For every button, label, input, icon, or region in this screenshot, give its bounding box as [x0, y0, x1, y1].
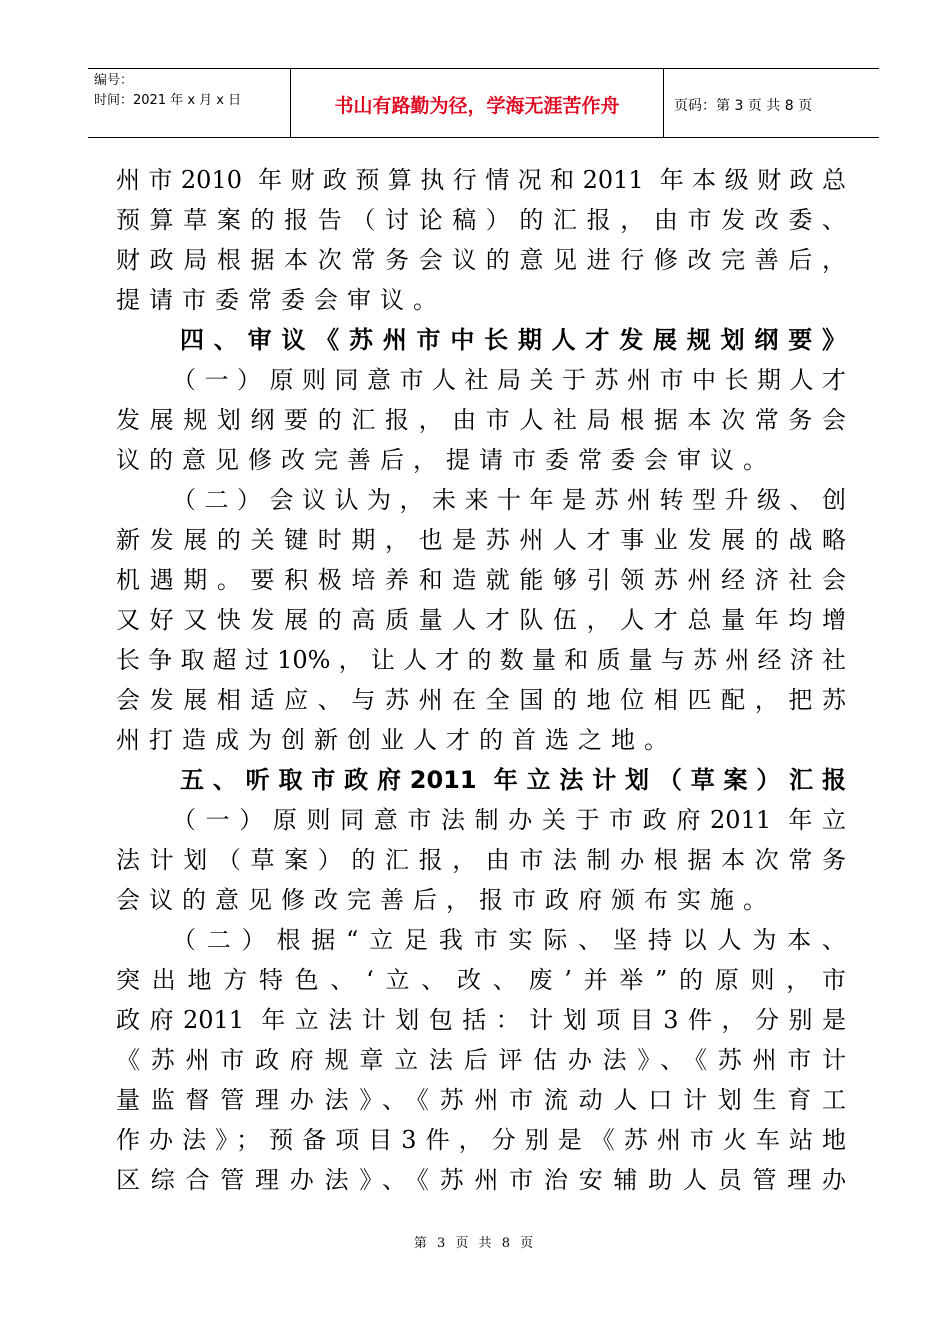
body-line: 又好又快发展的高质量人才队伍，人才总量年均增: [116, 606, 846, 634]
body-line: 区综合管理办法》、《苏州市治安辅助人员管理办: [116, 1166, 846, 1194]
body-line: （二）会议认为，未来十年是苏州转型升级、创: [172, 486, 846, 514]
body-line: 量监督管理办法》、《苏州市流动人口计划生育工: [116, 1086, 846, 1114]
body-line: （一）原则同意市法制办关于市政府2011 年立: [172, 806, 846, 834]
body-line: 机遇期。要积极培养和造就能够引领苏州经济社会: [116, 566, 846, 594]
section-heading: 五、听取市政府2011 年立法计划（草案）汇报: [180, 766, 846, 794]
body-line: 《苏州市政府规章立法后评估办法》、《苏州市计: [116, 1046, 846, 1074]
section-heading: 四、审议《苏州市中长期人才发展规划纲要》: [180, 326, 846, 354]
body-line: 突出地方特色、‘立、改、废’并举”的原则，市: [116, 966, 846, 994]
body-line: 提请市委常委会审议。: [116, 286, 446, 314]
body-line: 州市2010 年财政预算执行情况和2011 年本级财政总: [116, 166, 846, 194]
body-line: 长争取超过10%，让人才的数量和质量与苏州经济社: [116, 646, 846, 674]
body-line: 会发展相适应、与苏州在全国的地位相匹配，把苏: [116, 686, 846, 714]
body-line: 预算草案的报告（讨论稿）的汇报，由市发改委、: [116, 206, 846, 234]
body-line: 州打造成为创新创业人才的首选之地。: [116, 726, 677, 754]
body-line: 新发展的关键时期，也是苏州人才事业发展的战略: [116, 526, 846, 554]
body-line: 作办法》；预备项目3件，分别是《苏州市火车站地: [116, 1126, 846, 1154]
body-line: （二）根据“立足我市实际、坚持以人为本、: [172, 926, 846, 954]
body-line: 财政局根据本次常务会议的意见进行修改完善后，: [116, 246, 846, 274]
page-header: [88, 68, 879, 138]
header-divider-right: [663, 69, 664, 137]
body-line: 法计划（草案）的汇报，由市法制办根据本次常务: [116, 846, 846, 874]
header-meta: [94, 71, 241, 111]
header-motto: 书山有路勤为径，学海无涯苦作舟: [334, 95, 620, 117]
body-line: 政府2011 年立法计划包括：计划项目3件，分别是: [116, 1006, 846, 1034]
document-body: [116, 160, 846, 1200]
header-page-info: 页码：第 3 页 共 8 页: [674, 98, 813, 114]
body-line: （一）原则同意市人社局关于苏州市中长期人才: [172, 366, 846, 394]
page-footer: 第 3 页 共 8 页: [413, 1236, 537, 1251]
header-time-label: 时间：2021 年 x 月 x 日: [94, 93, 242, 108]
body-line: 会议的意见修改完善后，报市政府颁布实施。: [116, 886, 776, 914]
header-number-label: 编号：: [94, 73, 134, 88]
body-line: 发展规划纲要的汇报，由市人社局根据本次常务会: [116, 406, 846, 434]
body-line: 议的意见修改完善后，提请市委常委会审议。: [116, 446, 776, 474]
